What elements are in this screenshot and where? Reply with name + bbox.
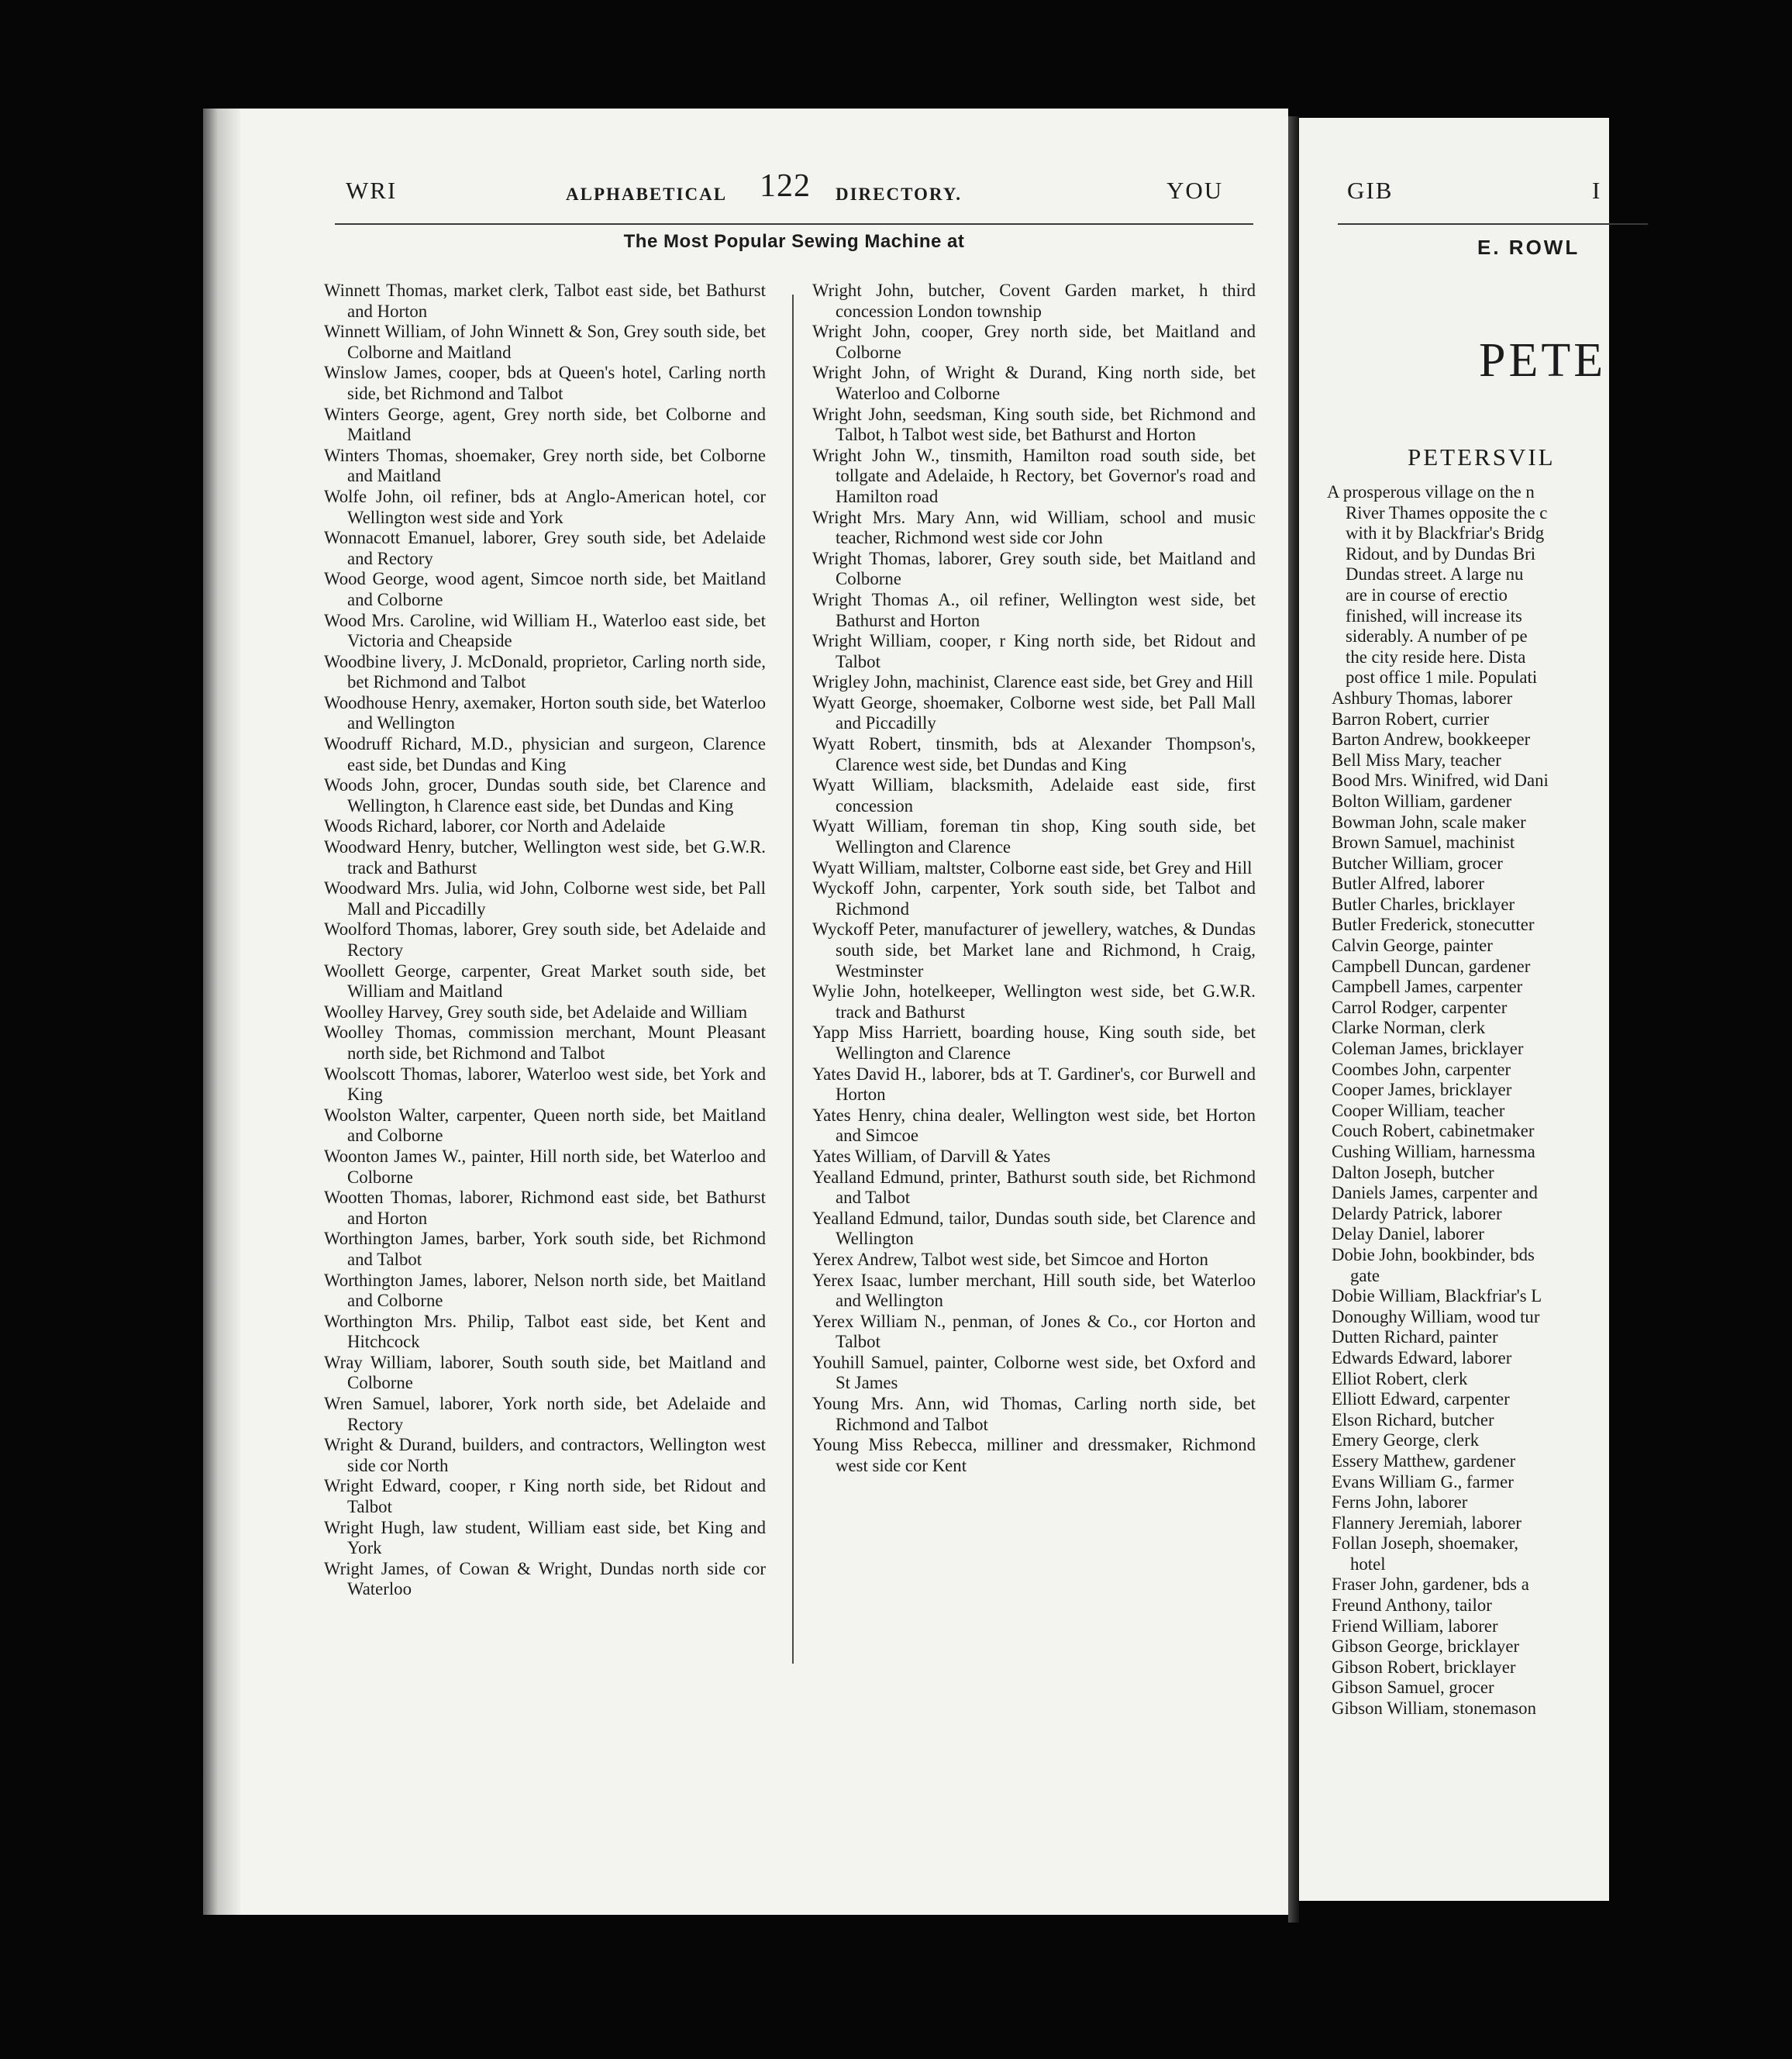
resident-entry: Bowman John, scale maker	[1332, 812, 1526, 832]
resident-entry: Donoughy William, wood tur	[1332, 1306, 1540, 1326]
resident-entry: Butler Frederick, stonecutter	[1332, 915, 1535, 935]
resident-entry: Follan Joseph, shoemaker,	[1332, 1533, 1518, 1554]
directory-entry: Wyatt Robert, tinsmith, bds at Alexander Thompson's, Clarence west side, bet Dundas and King	[812, 734, 1256, 774]
directory-entry: Wrigley John, machinist, Clarence east side, bet Grey and Hill	[812, 672, 1253, 692]
resident-entry: Dobie John, bookbinder, bds	[1332, 1244, 1535, 1264]
resident-list	[1327, 688, 1792, 1719]
directory-entry: Woolley Thomas, commission merchant, Mount Pleasant north side, bet Richmond and Talbot	[324, 1023, 766, 1063]
resident-entry: Barron Robert, currier	[1332, 709, 1490, 729]
resident-entry: Dutten Richard, painter	[1332, 1327, 1498, 1347]
directory-entry: Woolley Harvey, Grey south side, bet Adelaide and William	[324, 1002, 748, 1022]
resident-entry: Emery George, clerk	[1332, 1430, 1480, 1450]
resident-entry: Fraser John, gardener, bds a	[1332, 1574, 1529, 1595]
resident-entry: Bolton William, gardener	[1332, 791, 1512, 811]
description-line: are in course of erectio	[1346, 585, 1508, 605]
directory-entry: Worthington James, laborer, Nelson north side, bet Maitland and Colborne	[324, 1270, 766, 1311]
directory-entry: Wolfe John, oil refiner, bds at Anglo-American hotel, cor Wellington west side and York	[324, 486, 766, 527]
directory-entry: Wright & Durand, builders, and contractors, Wellington west side cor North	[324, 1435, 766, 1475]
directory-entry: Woodbine livery, J. McDonald, proprietor, Carling north side, bet Richmond and Talbot	[324, 651, 766, 692]
resident-entry: Delay Daniel, laborer	[1332, 1224, 1484, 1244]
resident-entry: Cooper William, teacher	[1332, 1100, 1505, 1120]
section-title: PETE	[1479, 334, 1607, 387]
directory-entry: Yerex Isaac, lumber merchant, Hill south side, bet Waterloo and Wellington	[812, 1270, 1256, 1311]
directory-entry: Wright Hugh, law student, William east side, bet King and York	[324, 1517, 766, 1558]
directory-entry: Wright James, of Cowan & Wright, Dundas north side cor Waterloo	[324, 1558, 766, 1599]
column-divider	[792, 295, 794, 1664]
directory-entry: Yealland Edmund, printer, Bathurst south side, bet Richmond and Talbot	[812, 1167, 1256, 1208]
resident-entry: Campbell James, carpenter	[1332, 977, 1523, 997]
directory-entry: Woods John, grocer, Dundas south side, bet Clarence and Wellington, h Clarence east side, bet Dundas and King	[324, 775, 766, 816]
resident-entry: Couch Robert, cabinetmaker	[1332, 1121, 1535, 1141]
page-number: 122	[760, 168, 811, 204]
description-line: post office 1 mile. Populati	[1346, 667, 1538, 688]
resident-entry: Flannery Jeremiah, laborer	[1332, 1512, 1521, 1533]
resident-entry: Ashbury Thomas, laborer	[1332, 688, 1513, 708]
directory-entry: Winslow James, cooper, bds at Queen's hotel, Carling north side, bet Richmond and Talbot	[324, 363, 766, 403]
directory-entry: Young Miss Rebecca, milliner and dressmaker, Richmond west side cor Kent	[812, 1435, 1256, 1475]
directory-entry: Yapp Miss Harriett, boarding house, King south side, bet Wellington and Clarence	[812, 1023, 1256, 1063]
resident-entry: Gibson George, bricklayer	[1332, 1637, 1520, 1657]
right-header-right: I	[1592, 177, 1602, 204]
resident-entry: Brown Samuel, machinist	[1332, 833, 1515, 853]
resident-entry: Coombes John, carpenter	[1332, 1059, 1511, 1079]
header-middle-right: DIRECTORY.	[836, 185, 962, 204]
directory-entry: Woodruff Richard, M.D., physician and surgeon, Clarence east side, bet Dundas and King	[324, 734, 766, 774]
right-page	[1299, 118, 1609, 1901]
directory-entry: Woodhouse Henry, axemaker, Horton south side, bet Waterloo and Wellington	[324, 692, 766, 733]
directory-entry: Yealland Edmund, tailor, Dundas south side, bet Clarence and Wellington	[812, 1208, 1256, 1249]
resident-entry: Elliot Robert, clerk	[1332, 1368, 1468, 1388]
directory-entry: Worthington James, barber, York south side, bet Richmond and Talbot	[324, 1229, 766, 1269]
directory-entry: Yates Henry, china dealer, Wellington west side, bet Horton and Simcoe	[812, 1105, 1256, 1146]
resident-entry: Bell Miss Mary, teacher	[1332, 750, 1501, 770]
directory-entry: Wren Samuel, laborer, York north side, bet Adelaide and Rectory	[324, 1394, 766, 1434]
directory-entry: Woollett George, carpenter, Great Market south side, bet William and Maitland	[324, 961, 766, 1002]
directory-entry: Wright John, of Wright & Durand, King north side, bet Waterloo and Colborne	[812, 363, 1256, 403]
resident-entry: Cushing William, harnessma	[1332, 1142, 1535, 1161]
directory-entry: Wood Mrs. Caroline, wid William H., Waterloo east side, bet Victoria and Cheapside	[324, 610, 766, 651]
directory-entry: Wright William, cooper, r King north side, bet Ridout and Talbot	[812, 631, 1256, 671]
header-right: YOU	[1167, 177, 1224, 204]
directory-column-left	[324, 281, 766, 1600]
resident-entry: Carrol Rodger, carpenter	[1332, 997, 1508, 1017]
directory-entry: Woodward Henry, butcher, Wellington west side, bet G.W.R. track and Bathurst	[324, 837, 766, 878]
section-subtitle: PETERSVIL	[1408, 443, 1556, 471]
description-line: A prosperous village on the n	[1327, 482, 1535, 502]
resident-entry: Butcher William, grocer	[1332, 853, 1503, 873]
directory-entry: Wyatt William, maltster, Colborne east side, bet Grey and Hill	[812, 857, 1253, 878]
description-line: finished, will increase its	[1346, 605, 1522, 626]
directory-entry: Worthington Mrs. Philip, Talbot east side, bet Kent and Hitchcock	[324, 1311, 766, 1352]
resident-entry: Barton Andrew, bookkeeper	[1332, 729, 1531, 750]
page-edge-shadow	[203, 109, 240, 1915]
resident-entry: Bood Mrs. Winifred, wid Dani	[1332, 771, 1549, 791]
resident-entry: Dobie William, Blackfriar's L	[1332, 1286, 1542, 1306]
resident-entry: Cooper James, bricklayer	[1332, 1080, 1512, 1100]
directory-entry: Woolford Thomas, laborer, Grey south side, bet Adelaide and Rectory	[324, 919, 766, 960]
resident-entry: Elliott Edward, carpenter	[1332, 1389, 1510, 1409]
header-middle-left: ALPHABETICAL	[566, 185, 728, 204]
resident-entry: Freund Anthony, tailor	[1332, 1595, 1492, 1616]
resident-entry: gate	[1350, 1265, 1380, 1285]
book-gutter	[1288, 116, 1299, 1923]
directory-entry: Wylie John, hotelkeeper, Wellington west side, bet G.W.R. track and Bathurst	[812, 981, 1256, 1022]
resident-entry: Elson Richard, butcher	[1332, 1409, 1494, 1430]
directory-entry: Wyckoff Peter, manufacturer of jewellery, watches, & Dundas south side, bet Market lane and Richmond, h Craig, Westminster	[812, 919, 1256, 981]
directory-entry: Wright John, cooper, Grey north side, bet Maitland and Colborne	[812, 322, 1256, 362]
resident-entry: Ferns John, laborer	[1332, 1492, 1468, 1512]
directory-entry: Youhill Samuel, painter, Colborne west side, bet Oxford and St James	[812, 1352, 1256, 1393]
petersville-listing	[1327, 482, 1792, 1719]
advertisement-banner: The Most Popular Sewing Machine at	[623, 231, 965, 252]
directory-entry: Yerex Andrew, Talbot west side, bet Simcoe and Horton	[812, 1249, 1208, 1269]
header-left: WRI	[346, 177, 398, 204]
directory-entry: Yates David H., laborer, bds at T. Gardiner's, cor Burwell and Horton	[812, 1064, 1256, 1105]
directory-entry: Woods Richard, laborer, cor North and Adelaide	[324, 816, 666, 836]
directory-entry: Wright John W., tinsmith, Hamilton road south side, bet tollgate and Adelaide, h Rectory, bet Governor's road and Hamilton road	[812, 445, 1256, 506]
right-header-left: GIB	[1347, 177, 1394, 204]
directory-entry: Wright Thomas A., oil refiner, Wellington west side, bet Bathurst and Horton	[812, 589, 1256, 630]
directory-entry: Wray William, laborer, South south side, bet Maitland and Colborne	[324, 1352, 766, 1393]
directory-entry: Wright Mrs. Mary Ann, wid William, school and music teacher, Richmond west side cor John	[812, 507, 1256, 548]
directory-entry: Winnett Thomas, market clerk, Talbot east side, bet Bathurst and Horton	[324, 281, 766, 321]
resident-entry: Essery Matthew, gardener	[1332, 1450, 1516, 1471]
directory-entry: Young Mrs. Ann, wid Thomas, Carling north side, bet Richmond and Talbot	[812, 1394, 1256, 1434]
resident-entry: Gibson William, stonemason	[1332, 1699, 1536, 1719]
directory-entry: Wyatt William, blacksmith, Adelaide east side, first concession	[812, 775, 1256, 816]
resident-entry: Daniels James, carpenter and	[1332, 1183, 1538, 1203]
resident-entry: Butler Alfred, laborer	[1332, 874, 1484, 894]
header-rule	[335, 223, 1253, 225]
resident-entry: Evans William G., farmer	[1332, 1471, 1514, 1492]
directory-entry: Wyckoff John, carpenter, York south side, bet Talbot and Richmond	[812, 878, 1256, 919]
directory-entry: Woonton James W., painter, Hill north side, bet Waterloo and Colborne	[324, 1146, 766, 1187]
resident-entry: Campbell Duncan, gardener	[1332, 956, 1531, 976]
directory-entry: Yates William, of Darvill & Yates	[812, 1146, 1051, 1166]
resident-entry: Clarke Norman, clerk	[1332, 1018, 1486, 1038]
village-description	[1327, 482, 1792, 688]
description-line: Dundas street. A large nu	[1346, 564, 1524, 585]
directory-entry: Woolston Walter, carpenter, Queen north side, bet Maitland and Colborne	[324, 1105, 766, 1146]
description-line: siderably. A number of pe	[1346, 626, 1528, 647]
resident-entry: Friend William, laborer	[1332, 1616, 1498, 1636]
description-line: the city reside here. Dista	[1346, 647, 1526, 667]
resident-entry: Coleman James, bricklayer	[1332, 1039, 1524, 1059]
directory-entry: Wright Thomas, laborer, Grey south side, bet Maitland and Colborne	[812, 548, 1256, 589]
right-header-rule	[1338, 223, 1648, 225]
directory-entry: Woolscott Thomas, laborer, Waterloo west side, bet York and King	[324, 1064, 766, 1105]
directory-entry: Woodward Mrs. Julia, wid John, Colborne west side, bet Pall Mall and Piccadilly	[324, 878, 766, 919]
directory-entry: Wright Edward, cooper, r King north side, bet Ridout and Talbot	[324, 1476, 766, 1517]
left-page	[203, 109, 1288, 1915]
resident-entry: Dalton Joseph, butcher	[1332, 1162, 1494, 1182]
directory-entry: Wyatt George, shoemaker, Colborne west side, bet Pall Mall and Piccadilly	[812, 692, 1256, 733]
resident-entry: Butler Charles, bricklayer	[1332, 894, 1515, 914]
directory-entry: Winters Thomas, shoemaker, Grey north side, bet Colborne and Maitland	[324, 445, 766, 486]
resident-entry: Delardy Patrick, laborer	[1332, 1203, 1502, 1223]
directory-entry: Yerex William N., penman, of Jones & Co., cor Horton and Talbot	[812, 1311, 1256, 1352]
directory-entry: Winnett William, of John Winnett & Son, Grey south side, bet Colborne and Maitland	[324, 322, 766, 362]
directory-entry: Wonnacott Emanuel, laborer, Grey south side, bet Adelaide and Rectory	[324, 528, 766, 568]
resident-entry: Edwards Edward, laborer	[1332, 1347, 1512, 1367]
description-line: with it by Blackfriar's Bridg	[1346, 523, 1545, 543]
directory-column-right	[812, 281, 1256, 1476]
description-line: Ridout, and by Dundas Bri	[1346, 543, 1536, 564]
directory-entry: Wright John, butcher, Covent Garden market, h third concession London township	[812, 281, 1256, 321]
directory-entry: Wyatt William, foreman tin shop, King south side, bet Wellington and Clarence	[812, 816, 1256, 857]
directory-entry: Wright John, seedsman, King south side, bet Richmond and Talbot, h Talbot west side, bet Bathurst and Horton	[812, 404, 1256, 445]
directory-entry: Winters George, agent, Grey north side, bet Colborne and Maitland	[324, 404, 766, 445]
description-line: River Thames opposite the c	[1346, 502, 1548, 523]
resident-entry: Gibson Samuel, grocer	[1332, 1678, 1494, 1698]
resident-entry: Gibson Robert, bricklayer	[1332, 1657, 1516, 1677]
directory-entry: Wootten Thomas, laborer, Richmond east side, bet Bathurst and Horton	[324, 1188, 766, 1228]
resident-entry: hotel	[1350, 1554, 1386, 1574]
right-advertisement-banner: E. ROWL	[1477, 236, 1580, 259]
directory-entry: Wood George, wood agent, Simcoe north side, bet Maitland and Colborne	[324, 569, 766, 609]
resident-entry: Calvin George, painter	[1332, 936, 1493, 956]
